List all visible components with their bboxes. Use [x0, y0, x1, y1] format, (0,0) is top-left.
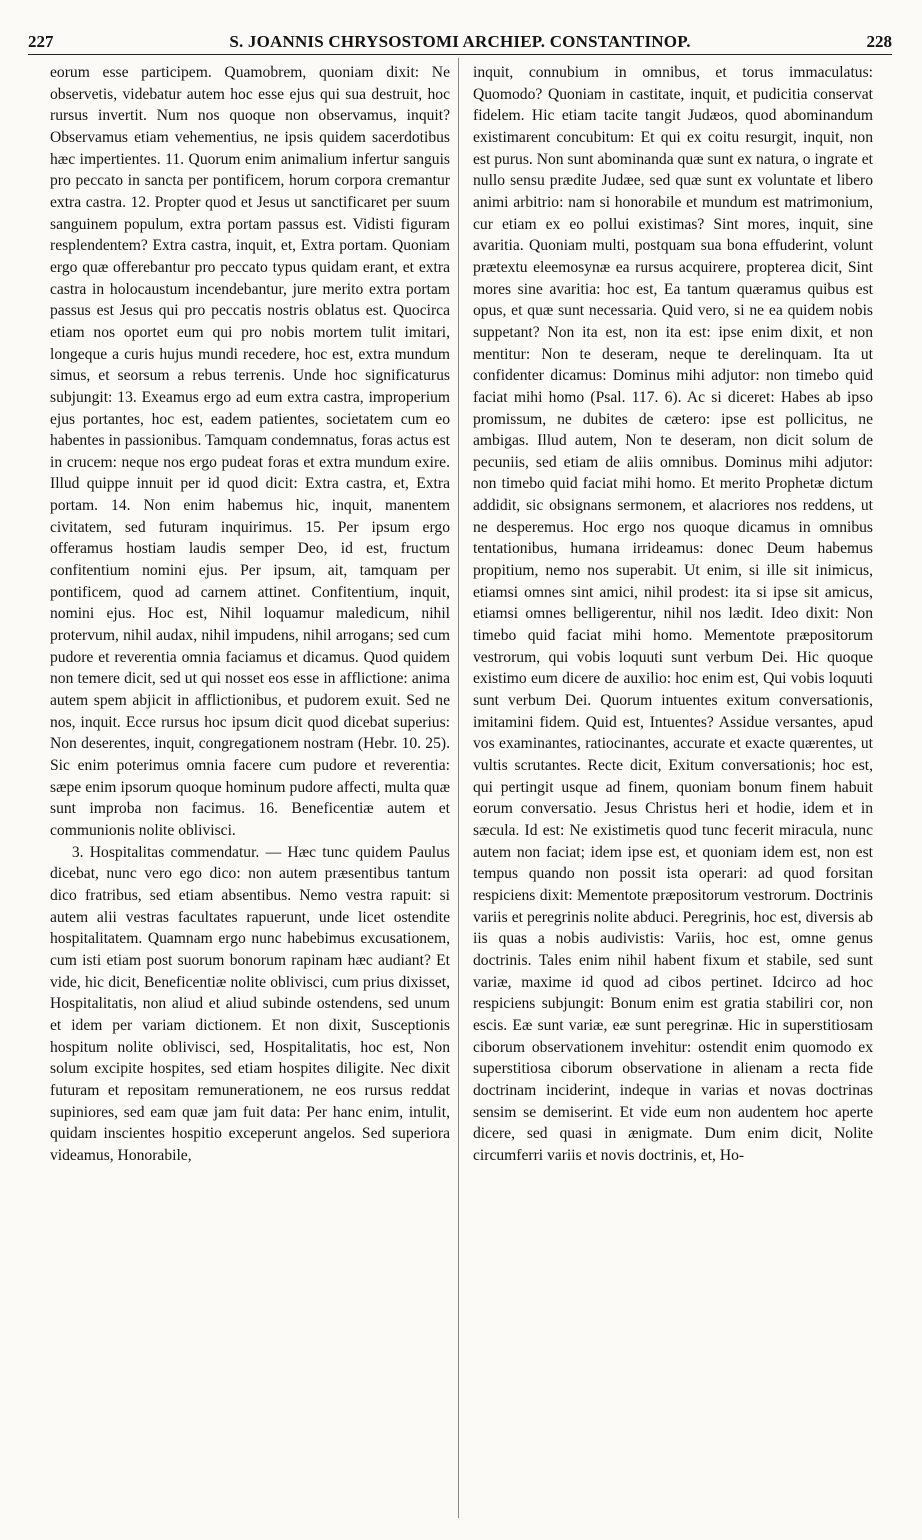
page-number-left: 227	[28, 32, 54, 51]
left-paragraph-2: 3. Hospitalitas commendatur. — Hæc tunc quidem Paulus dicebat, nunc vero ego dico: non autem præsentibus tantum dico fratribus, sed etiam absentibus. Nemo vestra rapuit: si autem alii vestras facultates rapuerunt, unde licet ostendite hospitalitatem. Quamnam ergo nunc habebimus excusationem, cum isti etiam post suorum bonorum rapinam hæc audiant? Et vide, hic dicit, Beneficentiæ nolite oblivisci, cum prius dixisset, Hospitalitatis, non aliud et aliud subinde ostendens, sed unum et idem per variam dictionem. Et non dixit, Susceptionis hospitum nolite oblivisci, sed, Hospitalitatis, hoc est, Non solum excipite hospites, sed etiam hospites diligite. Nec dixit futuram et repositam remunerationem, ne eos rursus reddat supiniores, sed eam quæ jam fuit data: Per hanc enim, intulit, quidam inscientes hospitio exceperunt angelos. Sed superiora videamus, Honorabile,	[50, 843, 450, 1164]
left-paragraph-1: eorum esse participem. Quamobrem, quoniam dixit: Ne observetis, videbatur autem hoc esse ejus qui sua destruit, hoc rursus invertit. Num nos quoque non observamus, inquit? Observamus etiam vehementius, ne ipsis quidem sacerdotibus hæc impertientes. 11. Quorum enim animalium infertur sanguis pro peccato in sancta per pontificem, horum corpora cremantur extra castra. 12. Propter quod et Jesus ut sanctificaret per suum sanguinem populum, extra portam passus est. Vidisti figuram resplendentem? Extra castra, inquit, et, Extra portam. Quoniam ergo quæ offerebantur pro peccato typus quidam erant, et extra castra in holocaustum incendebantur, jure merito extra portam passus est Jesus qui pro peccatis nostris oblatus est. Quocirca etiam nos oportet eum qui pro nobis mortem tulit imitari, longeque a curis hujus mundi recedere, hoc est, extra mundum simus, et seorsum a rebus terrenis. Unde hoc significaturus subjungit: 13. Exeamus ergo ad eum extra castra, improperium ejus portantes, hoc est, eadem patientes, societatem cum eo habentes in passionibus. Tamquam condemnatus, foras actus est in crucem: neque nos ergo pudeat foras et extra mundum exire. Illud quippe innuit per id quod dicit: Extra castra, et, Extra portam. 14. Non enim habemus hic, inquit, manentem civitatem, sed futuram inquirimus. 15. Per ipsum ergo offeramus hostiam laudis semper Deo, id est, fructum confitentium nomini ejus. Per ipsum, ait, tamquam per pontificem, quod ad carnem attinet. Confitentium, inquit, nomini ejus. Hoc est, Nihil loquamur maledicum, nihil protervum, nihil audax, nihil impudens, nihil arrogans; sed cum pudore et reverentia omnia faciamus et dicamus. Quod quidem non temere dicit, sed ut qui nosset eos esse in afflictione: anima autem spem abjicit in afflictionibus, et pudorem exuit. Sed ne nos, inquit. Ecce rursus hoc ipsum dicit quod dicebat superius: Non deserentes, inquit, congregationem nostram (Hebr. 10. 25). Sic enim poterimus omnia facere cum pudore et reverentia: sæpe enim ipsorum quoque hominum pudore affecti, multa quæ sunt improba non facimus. 16. Beneficentiæ autem et communionis nolite oblivisci.	[50, 64, 450, 839]
left-column	[50, 62, 450, 1166]
right-column	[473, 62, 873, 1166]
page-header	[28, 24, 892, 55]
column-divider	[458, 58, 459, 1518]
running-title: S. JOANNIS CHRYSOSTOMI ARCHIEP. CONSTANTINOP.	[229, 32, 691, 51]
right-paragraph-1: inquit, connubium in omnibus, et torus immaculatus: Quomodo? Quoniam in castitate, inquit, et pudicitia conservat fidelem. Hic etiam tacite tangit Judæos, quod abominandum existimarent concubitum: Et qui ex coitu resurgit, inquit, non est purus. Non sunt abominanda quæ sunt ex natura, o ingrate et nullo sensu prædite Judæe, sed quæ sunt ex voluntate et libero animi arbitrio: nam si honorabile et mundum est matrimonium, cur etiam ex eo pollui existimas? Sint mores, inquit, sine avaritia. Quoniam multi, postquam sua bona effuderint, volunt prætextu eleemosynæ ea rursus acquirere, propterea dicit, Sint mores sine avaritia: hoc est, Ea tantum quæramus quibus est opus, et quæ sunt necessaria. Quid vero, si ne ea quidem nobis suppetant? Non ita est, non ita est: ipse enim dixit, et non mentitur: Non te deseram, neque te derelinquam. Ita ut confidenter dicamus: Dominus mihi adjutor: non timebo quid faciat mihi homo (Psal. 117. 6). Ac si diceret: Habes ab ipso promissum, ne dubites de cætero: ipse est pollicitus, ne ambigas. Illud autem, Non te deseram, non dicit solum de pecuniis, sed etiam de aliis omnibus. Dominus mihi adjutor: non timebo quid faciat mihi homo. Et merito Prophetæ dictum addidit, sic obsignans sermonem, et alacriores nos reddens, ut ne desperemus. Hoc ergo nos quoque dicamus in omnibus tentationibus, humana irrideamus: donec Deum habemus propitium, nemo nos superabit. Ut enim, si ille sit inimicus, etiamsi omnes sint amici, nihil prodest: ita si ipse sit amicus, etiamsi omnes belligerentur, nihil nos lædit. Ideo dixit: Non timebo quid faciat mihi homo. Mementote præpositorum vestrorum, qui vobis loquuti sunt verbum Dei. Hic quoque existimo eum dicere de auxilio: hoc enim est, Qui vobis loquuti sunt verbum Dei. Quorum intuentes exitum conversationis, imitamini fidem. Quid est, Intuentes? Assidue versantes, apud vos examinantes, ratiocinantes, accurate et exacte quærentes, ut vultis scrutantes. Recte dicit, Exitum conversationis; hoc est, qui pertingit usque ad finem, quoniam bonum finem habuit eorum conversatio. Jesus Christus heri et hodie, idem et in sæcula. Id est: Ne existimetis quod tunc fecerit miracula, nunc autem non faciat; idem ipse est, et quoniam idem est, non est tempus quando non possit ista operari: ad quod forsitan respiciens dixit: Mementote præpositorum vestrorum. Doctrinis variis et peregrinis nolite abduci. Peregrinis, hoc est, diversis ab iis quas a nobis audivistis: Variis, hoc est, omne genus doctrinis. Tales enim nihil habent fixum et stabile, sed sunt variæ, maxime id quod ad cibos pertinet. Idcirco ad hoc respiciens subjungit: Bonum enim est gratia stabiliri cor, non escis. Eæ sunt variæ, eæ sunt peregrinæ. Hic in superstitiosam ciborum observationem invehitur: ostendit enim quomodo ex superstitiosa ciborum observatione in alienam a recta fide doctrinam inciderint, indeque in varias et novas doctrinas sensim se demiserint. Et vide eum non audentem hoc aperte dicere, sed quasi in ænigmate. Dum enim dicit, Nolite circumferri variis et novis doctrinis, et, Ho-	[473, 64, 873, 1164]
page-number-right: 228	[866, 32, 892, 51]
